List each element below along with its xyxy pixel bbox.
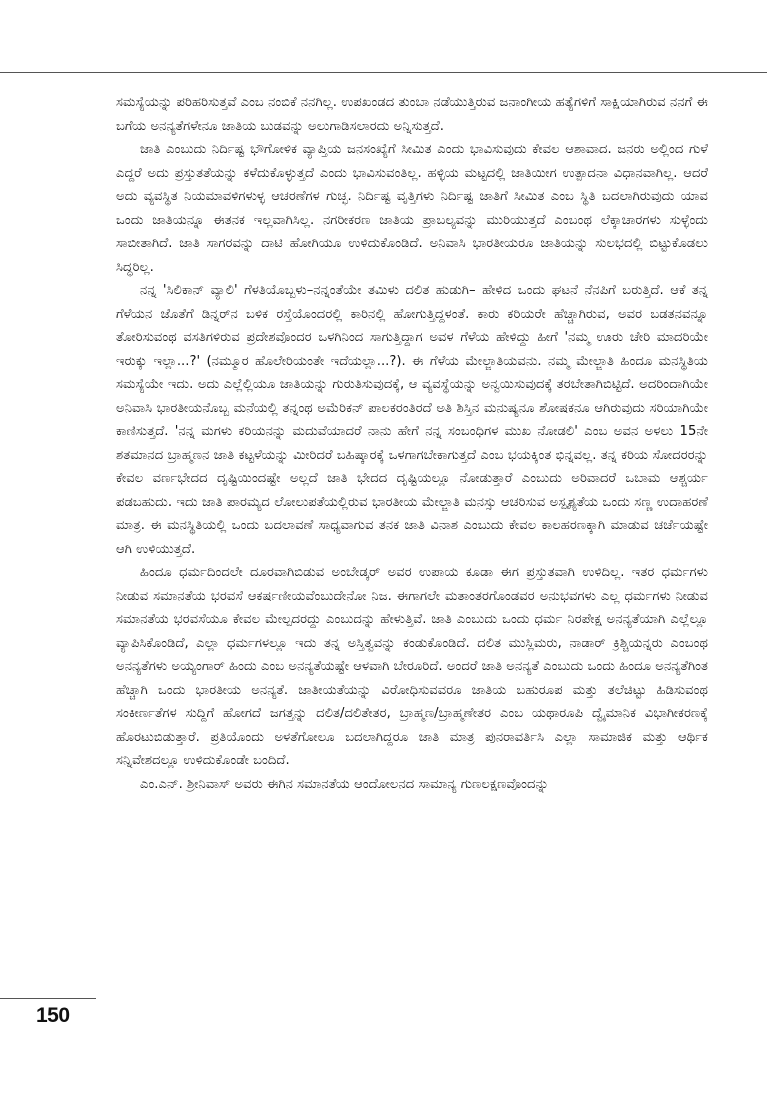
page-number-rule [0,998,96,999]
paragraph: ಹಿಂದೂ ಧರ್ಮದಿಂದಲೇ ದೂರವಾಗಿಬಿಡುವ ಅಂಬೇಡ್ಕರ್ ಅವರ ಉಪಾಯ ಕೂಡಾ ಈಗ ಪ್ರಸ್ತುತವಾಗಿ ಉಳಿದಿಲ್ಲ. ಇತರ ಧರ್ಮಗಳು ನೀಡುವ ಸಮಾನತೆಯ ಭರವಸೆ ಆಕರ್ಷಣೀಯವೆಂಬುದೇನೋ ನಿಜ. ಈಗಾಗಲೇ ಮತಾಂತರಗೊಂಡವರ ಅನುಭವಗಳು ಎಲ್ಲ ಧರ್ಮಗಳು ನೀಡುವ ಸಮಾನತೆಯ ಭರವಸೆಯೂ ಕೇವಲ ಮೇಲ್ಪದರದ್ದು ಎಂಬುದನ್ನು ಹೇಳುತ್ತಿವೆ. ಜಾತಿ ಎಂಬುದು ಒಂದು ಧರ್ಮ ನಿರಪೇಕ್ಷ ಅನನ್ಯತೆಯಾಗಿ ಎಲ್ಲೆಲ್ಲೂ ವ್ಯಾಪಿಸಿಕೊಂಡಿದೆ, ಎಲ್ಲಾ ಧರ್ಮಗಳಲ್ಲೂ ಇದು ತನ್ನ ಅಸ್ತಿತ್ವವನ್ನು ಕಂಡುಕೊಂಡಿದೆ. ದಲಿತ ಮುಸ್ಲಿಮರು, ನಾಡಾರ್ ಕ್ರಿಶ್ಚಿಯನ್ನರು ಎಂಬಂಥ ಅನನ್ಯತೆಗಳು ಅಯ್ಯಂಗಾರ್ ಹಿಂದು ಎಂಬ ಅನನ್ಯತೆಯಷ್ಟೇ ಆಳವಾಗಿ ಬೇರೂರಿದೆ. ಅಂದರೆ ಜಾತಿ ಅನನ್ಯತೆ ಎಂಬುದು ಒಂದು ಹಿಂದೂ ಅನನ್ಯತೆಗಿಂತ ಹೆಚ್ಚಾಗಿ ಒಂದು ಭಾರತೀಯ ಅನನ್ಯತೆ. ಜಾತೀಯತೆಯನ್ನು ವಿರೋಧಿಸುವವರೂ ಜಾತಿಯ ಬಹುರೂಪ ಮತ್ತು ತಲೆಚಿಟ್ಟು ಹಿಡಿಸುವಂಥ ಸಂಕೀರ್ಣತೆಗಳ ಸುದ್ದಿಗೆ ಹೋಗದೆ ಜಗತ್ತನ್ನು ದಲಿತ/ದಲಿತೇತರ, ಬ್ರಾಹ್ಮಣ/ಬ್ರಾಹ್ಮಣೇತರ ಎಂಬ ಯಥಾರೂಪಿ ದ್ವೈಮಾನಿಕ ವಿಭಾಗೀಕರಣಕ್ಕೆ ಹೊರಟುಬಿಡುತ್ತಾರೆ. ಪ್ರತಿಯೊಂದು ಅಳತೆಗೋಲೂ ಬದಲಾಗಿದ್ದರೂ ಜಾತಿ ಮಾತ್ರ ಪುನರಾವರ್ತಿಸಿ ಎಲ್ಲಾ ಸಾಮಾಜಿಕ ಮತ್ತು ಆರ್ಥಿಕ ಸನ್ನಿವೇಶದಲ್ಲೂ ಉಳಿದುಕೊಂಡೇ ಬಂದಿದೆ. [116,565,708,768]
paragraph: ಸಮಸ್ಯೆಯನ್ನು ಪರಿಹರಿಸುತ್ತವೆ ಎಂಬ ನಂಬಿಕೆ ನನಗಿಲ್ಲ. ಉಪಖಂಡದ ತುಂಬಾ ನಡೆಯುತ್ತಿರುವ ಜನಾಂಗೀಯ ಹತ್ಯೆಗಳಿಗೆ ಸಾಕ್ಷಿಯಾಗಿರುವ ನನಗೆ ಈ ಬಗೆಯ ಅನನ್ಯತೆಗಳೇನೂ ಜಾತಿಯ ಬುಡವನ್ನು ಅಲುಗಾಡಿಸಲಾರದು ಅನ್ನಿಸುತ್ತದೆ. [116,95,708,134]
paragraph: ನನ್ನ 'ಸಿಲಿಕಾನ್ ವ್ಯಾಲಿ' ಗೆಳತಿಯೊಬ್ಬಳು–ನನ್ನಂತೆಯೇ ತಮಿಳು ದಲಿತ ಹುಡುಗಿ– ಹೇಳಿದ ಒಂದು ಘಟನೆ ನೆನಪಿಗೆ ಬರುತ್ತಿದೆ. ಆಕೆ ತನ್ನ ಗೆಳೆಯನ ಜೊತೆಗೆ ಡಿನ್ನರ್‌ನ ಬಳಿಕ ರಸ್ತೆಯೊಂದರಲ್ಲಿ ಕಾರಿನಲ್ಲಿ ಹೋಗುತ್ತಿದ್ದಳಂತೆ. ಕಾರು ಕರಿಯರೇ ಹೆಚ್ಚಾಗಿರುವ, ಅವರ ಬಡತನವನ್ನೂ ತೋರಿಸುವಂಥ ವಸತಿಗಳಿರುವ ಪ್ರದೇಶವೊಂದರ ಒಳಗಿನಿಂದ ಸಾಗುತ್ತಿದ್ದಾಗ ಅವಳ ಗೆಳೆಯ ಹೇಳಿದ್ದು ಹೀಗೆ 'ನಮ್ಮ ಊರು ಚೇರಿ ಮಾದರಿಯೇ ಇರುಕ್ಕು ಇಲ್ಲಾ...?' (ನಮ್ಮೂರ ಹೊಲೇರಿಯಂತೇ ಇದೆಯಲ್ಲಾ...?). ಈ ಗೆಳೆಯ ಮೇಲ್ಜಾತಿಯವನು. ನಮ್ಮ ಮೇಲ್ಜಾತಿ ಹಿಂದೂ ಮನಸ್ಥಿತಿಯ ಸಮಸ್ಯೆಯೇ ಇದು. ಅದು ಎಲ್ಲೆಲ್ಲಿಯೂ ಜಾತಿಯನ್ನು ಗುರುತಿಸುವುದಕ್ಕೆ, ಆ ವ್ಯವಸ್ಥೆಯನ್ನು ಅನ್ವಯಿಸುವುದಕ್ಕೆ ತರಬೇತಾಗಿಬಿಟ್ಟಿದೆ. ಅದರಿಂದಾಗಿಯೇ ಅನಿವಾಸಿ ಭಾರತೀಯನೊಬ್ಬ ಮನೆಯಲ್ಲಿ ತನ್ನಂಥ ಅಮೆರಿಕನ್ ಪಾಲಕರಂತಿರದೆ ಅತಿ ಶಿಸ್ತಿನ ಮನುಷ್ಯನೂ ಶೋಷಕನೂ ಆಗಿರುವುದು ಸರಿಯಾಗಿಯೇ ಕಾಣಿಸುತ್ತದೆ. 'ನನ್ನ ಮಗಳು ಕರಿಯನನ್ನು ಮದುವೆಯಾದರೆ ನಾನು ಹೇಗೆ ನನ್ನ ಸಂಬಂಧಿಗಳ ಮುಖ ನೋಡಲಿ' ಎಂಬ ಅವನ ಅಳಲು 15ನೇ ಶತಮಾನದ ಬ್ರಾಹ್ಮಣನ ಜಾತಿ ಕಟ್ಟಳೆಯನ್ನು ಮೀರಿದರೆ ಬಹಿಷ್ಕಾರಕ್ಕೆ ಒಳಗಾಗಬೇಕಾಗುತ್ತದೆ ಎಂಬ ಭಯಕ್ಕಿಂತ ಭಿನ್ನವಲ್ಲ. ತನ್ನ ಕರಿಯ ಸೋದರರನ್ನು ಕೇವಲ ವರ್ಣಭೇದದ ದೃಷ್ಟಿಯಿಂದಷ್ಟೇ ಅಲ್ಲದೆ ಜಾತಿ ಭೇದದ ದೃಷ್ಟಿಯಲ್ಲೂ ನೋಡುತ್ತಾರೆ ಎಂಬುದು ಅರಿವಾದರೆ ಒಬಾಮ ಆಶ್ಚರ್ಯ ಪಡಬಹುದು. ಇದು ಜಾತಿ ಪಾರಮ್ಯದ ಲೋಲುಪತೆಯಲ್ಲಿರುವ ಭಾರತೀಯ ಮೇಲ್ಜಾತಿ ಮನಸ್ಸು ಆಚರಿಸುವ ಅಸ್ಪೃಶ್ಯತೆಯ ಒಂದು ಸಣ್ಣ ಉದಾಹರಣೆ ಮಾತ್ರ. ಈ ಮನಸ್ಥಿತಿಯಲ್ಲಿ ಒಂದು ಬದಲಾವಣೆ ಸಾಧ್ಯವಾಗುವ ತನಕ ಜಾತಿ ವಿನಾಶ ಎಂಬುದು ಕೇವಲ ಕಾಲಹರಣಕ್ಕಾಗಿ ಮಾಡುವ ಚರ್ಚೆಯಷ್ಟೇ ಆಗಿ ಉಳಿಯುತ್ತದೆ. [116,283,708,557]
paragraph: ಜಾತಿ ಎಂಬುದು ನಿರ್ದಿಷ್ಟ ಭೌಗೋಳಿಕ ವ್ಯಾಪ್ತಿಯ ಜನಸಂಖ್ಯೆಗೆ ಸೀಮಿತ ಎಂದು ಭಾವಿಸುವುದು ಕೇವಲ ಆಶಾವಾದ. ಜನರು ಅಲ್ಲಿಂದ ಗುಳೆ ಎದ್ದರೆ ಅದು ಪ್ರಸ್ತುತತೆಯನ್ನು ಕಳೆದುಕೊಳ್ಳುತ್ತದೆ ಎಂದು ಭಾವಿಸುವಂತಿಲ್ಲ. ಹಳ್ಳಿಯ ಮಟ್ಟದಲ್ಲಿ ಜಾತಿಯೀಗ ಉತ್ಪಾದನಾ ವಿಧಾನವಾಗಿಲ್ಲ. ಆದರೆ ಅದು ವ್ಯವಸ್ಥಿತ ನಿಯಮಾವಳಿಗಳುಳ್ಳ ಆಚರಣೆಗಳ ಗುಚ್ಛ. ನಿರ್ದಿಷ್ಟ ವೃತ್ತಿಗಳು ನಿರ್ದಿಷ್ಟ ಜಾತಿಗೆ ಸೀಮಿತ ಎಂಬ ಸ್ಥಿತಿ ಬದಲಾಗಿರುವುದು ಯಾವ ಒಂದು ಜಾತಿಯನ್ನೂ ಈತನಕ ಇಲ್ಲವಾಗಿಸಿಲ್ಲ. ನಗರೀಕರಣ ಜಾತಿಯ ಪ್ರಾಬಲ್ಯವನ್ನು ಮುರಿಯುತ್ತದೆ ಎಂಬಂಥ ಲೆಕ್ಕಾಚಾರಗಳು ಸುಳ್ಳೆಂದು ಸಾಬೀತಾಗಿದೆ. ಜಾತಿ ಸಾಗರವನ್ನು ದಾಟಿ ಹೋಗಿಯೂ ಉಳಿದುಕೊಂಡಿದೆ. ಅನಿವಾಸಿ ಭಾರತೀಯರೂ ಜಾತಿಯನ್ನು ಸುಲಭದಲ್ಲಿ ಬಿಟ್ಟುಕೊಡಲು ಸಿದ್ಧರಿಲ್ಲ. [116,142,708,275]
paragraph: ಎಂ.ಎನ್. ಶ್ರೀನಿವಾಸ್ ಅವರು ಈಗಿನ ಸಮಾನತೆಯ ಆಂದೋಲನದ ಸಾಮಾನ್ಯ ಗುಣಲಕ್ಷಣವೊಂದನ್ನು [140,776,549,792]
page-number: 150 [36,1004,70,1027]
header-rule [0,72,767,73]
body-text [116,91,708,796]
